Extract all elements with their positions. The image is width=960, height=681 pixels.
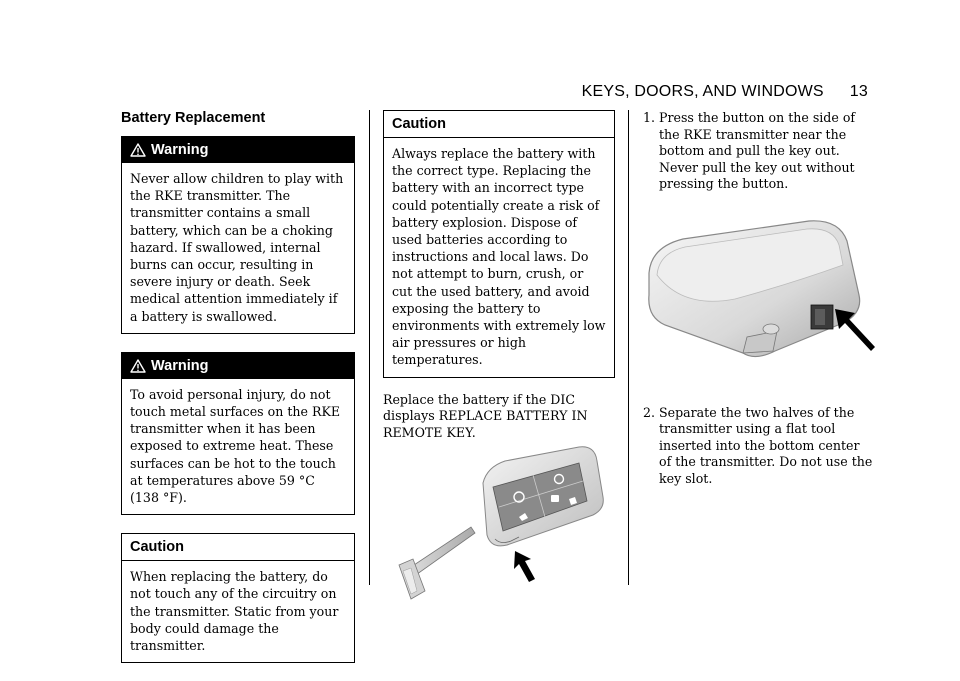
transmitter-shell (649, 220, 860, 356)
warning-text: To avoid personal injury, do not touch metal surfaces on the RKE transmitter when it has been exposed to extreme heat. These surfaces can be hot to the touch at temperatures above 59 °C (138 °F). (130, 386, 341, 506)
page-number: 13 (849, 83, 868, 100)
arrow-icon (835, 309, 875, 351)
warning-box-2 (121, 352, 355, 515)
section-title: Battery Replacement (121, 110, 266, 126)
running-header (582, 83, 868, 101)
steps-list (643, 110, 875, 193)
transmitter-illustration (643, 213, 875, 383)
warning-header (122, 353, 354, 379)
warning-title: Warning (151, 142, 209, 158)
caution-header (122, 534, 354, 561)
key-fob-illustration (383, 441, 615, 621)
step-number: 2. (643, 404, 656, 420)
fob-body (483, 447, 603, 546)
header-section: KEYS, DOORS, AND WINDOWS (581, 83, 824, 100)
caution-title: Caution (392, 116, 446, 132)
arrow-icon (514, 551, 535, 582)
key-blade (399, 527, 475, 599)
step-text: Press the button on the side of the RKE transmitter near the bottom and pull the key out. Never pull the key out without pressing the button. (659, 110, 856, 191)
column-middle (383, 110, 615, 621)
step-text: Separate the two halves of the transmitter using a flat tool inserted into the bottom center of the transmitter. Do not use the key slot. (659, 404, 873, 486)
caution-header (384, 111, 614, 138)
column-left (121, 110, 355, 681)
warning-box-1 (121, 136, 355, 334)
caution-text: Always replace the battery with the correct type. Replacing the battery with an incorrect type could potentially create a risk of battery explosion. Dispose of used batteries according to instructions and local laws. Do not attempt to burn, crush, or cut the used battery, and avoid exposing the battery to environments with extremely low air pressures or high temperatures. (392, 146, 606, 368)
warning-text: Never allow children to play with the RKE transmitter. The transmitter contains a small battery, which can be a choking hazard. If swallowed, internal burns can occur, resulting in severe injury or death. Seek medical attention immediately if a battery is swallowed. (130, 171, 344, 324)
column-divider-1 (369, 110, 370, 585)
dic-note: Replace the battery if the DIC displays REPLACE BATTERY IN REMOTE KEY. (383, 391, 588, 440)
step-item (643, 405, 875, 488)
warning-header (122, 137, 354, 163)
warning-title: Warning (151, 357, 209, 374)
column-divider-2 (628, 110, 629, 585)
caution-title: Caution (130, 539, 184, 556)
warning-triangle-icon (130, 143, 146, 157)
step-item (643, 110, 875, 193)
release-button (811, 305, 833, 329)
step-number: 1. (643, 110, 656, 125)
caution-box-2 (383, 110, 615, 378)
caution-box-1 (121, 533, 355, 663)
column-right (643, 110, 875, 487)
warning-triangle-icon (130, 359, 146, 373)
steps-list-continued (643, 405, 875, 488)
caution-text: When replacing the battery, do not touch any of the circuitry on the transmitter. Static from your body could damage the transmitter. (130, 569, 339, 654)
